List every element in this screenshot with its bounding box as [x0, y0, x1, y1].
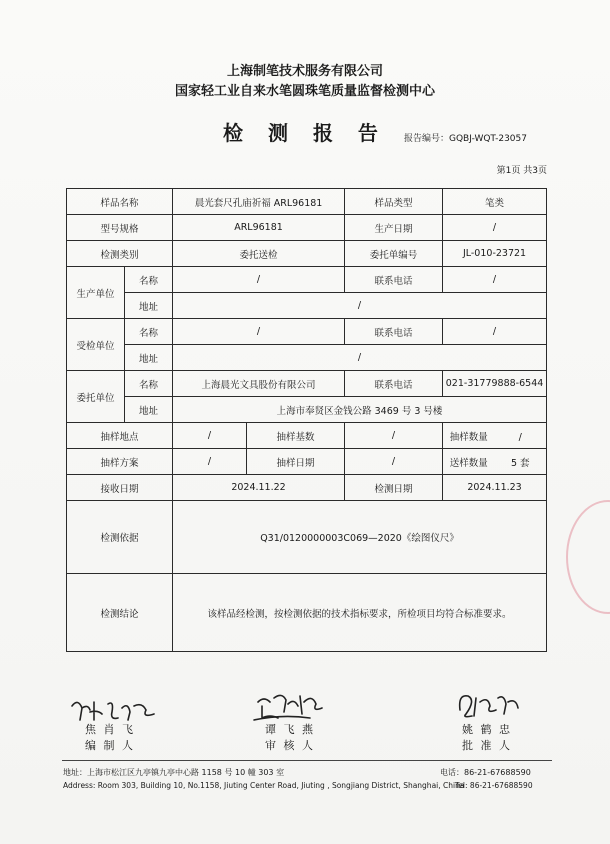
table-row	[67, 449, 547, 475]
sampling-plan-label: 抽样方案	[67, 449, 173, 475]
table-row	[67, 215, 547, 241]
approver-name: 姚 鹤 忠	[462, 723, 512, 736]
client-phone-label: 联系电话	[345, 371, 443, 397]
reviewer-name: 谭 飞 燕	[265, 723, 315, 736]
compiler-block	[60, 722, 160, 754]
sent-qty-value: 5 套	[510, 457, 530, 469]
producer-address-value: /	[173, 293, 547, 319]
test-date-label: 检测日期	[345, 475, 443, 501]
footer-address-cn: 地址：上海市松江区九亭镇九亭中心路 1158 号 10 幢 303 室	[63, 768, 285, 777]
sample-type-value: 笔类	[443, 189, 547, 215]
model-value: ARL96181	[173, 215, 345, 241]
footer-phone-cn: 电话：86-21-67688590	[440, 768, 531, 777]
report-table	[66, 188, 547, 652]
client-phone-value: 021-31779888-6544	[443, 371, 547, 397]
table-row	[67, 241, 547, 267]
approver-signature-icon	[452, 688, 524, 722]
inspected-address-value: /	[173, 345, 547, 371]
client-address-label: 地址	[125, 397, 173, 423]
report-title: 检 测 报 告	[223, 121, 387, 145]
footer-address-en: Address: Room 303, Building 10, No.1158, Jiuting Center Road, Jiuting , Songjiang District, Shanghai, China	[63, 781, 465, 790]
page-info: 第1页 共3页	[496, 166, 547, 176]
table-row	[67, 423, 547, 449]
sent-qty-label: 送样数量	[449, 457, 488, 469]
sent-qty-cell	[443, 449, 547, 475]
inspected-phone-label: 联系电话	[345, 319, 443, 345]
producer-address-label: 地址	[125, 293, 173, 319]
conclusion-value: 该样品经检测，按检测依据的技术指标要求，所检项目均符合标准要求。	[173, 574, 547, 652]
client-name-label: 名称	[125, 371, 173, 397]
sampling-place-value: /	[173, 423, 247, 449]
compiler-role: 编 制 人	[85, 739, 135, 752]
inspected-name-label: 名称	[125, 319, 173, 345]
receive-date-value: 2024.11.22	[173, 475, 345, 501]
sample-name-label: 样品名称	[67, 189, 173, 215]
table-row	[67, 475, 547, 501]
sampling-qty-value: /	[518, 431, 522, 443]
sampling-base-value: /	[345, 423, 443, 449]
seal-stamp-icon	[566, 500, 610, 614]
report-number: 报告编号：GQBJ-WQT-23057	[404, 134, 527, 144]
sample-type-label: 样品类型	[345, 189, 443, 215]
client-address-value: 上海市奉贤区金钱公路 3469 号 3 号楼	[173, 397, 547, 423]
sampling-plan-value: /	[173, 449, 247, 475]
sampling-qty-label: 抽样数量	[449, 431, 488, 443]
sampling-qty-cell	[443, 423, 547, 449]
table-row	[67, 574, 547, 652]
company-name: 上海制笔技术服务有限公司	[226, 64, 383, 79]
client-name-value: 上海晨光文具股份有限公司	[173, 371, 345, 397]
production-date-value: /	[443, 215, 547, 241]
order-number-value: JL-010-23721	[443, 241, 547, 267]
sampling-date-value: /	[345, 449, 443, 475]
sampling-place-label: 抽样地点	[67, 423, 173, 449]
footer-phone-en: Tel: 86-21-67688590	[455, 781, 533, 790]
testing-center-name: 国家轻工业自来水笔圆珠笔质量监督检测中心	[174, 84, 435, 99]
footer-divider	[62, 760, 552, 761]
inspected-address-label: 地址	[125, 345, 173, 371]
producer-name-label: 名称	[125, 267, 173, 293]
approver-role: 批 准 人	[462, 739, 512, 752]
producer-phone-label: 联系电话	[345, 267, 443, 293]
test-date-value: 2024.11.23	[443, 475, 547, 501]
client-unit-label: 委托单位	[67, 371, 125, 423]
table-row	[67, 397, 547, 423]
inspected-phone-value: /	[443, 319, 547, 345]
model-label: 型号规格	[67, 215, 173, 241]
table-row	[67, 267, 547, 293]
table-row	[67, 345, 547, 371]
sampling-date-label: 抽样日期	[247, 449, 345, 475]
inspected-name-value: /	[173, 319, 345, 345]
reviewer-block	[240, 722, 340, 754]
producer-phone-value: /	[443, 267, 547, 293]
table-row	[67, 371, 547, 397]
test-type-value: 委托送检	[173, 241, 345, 267]
table-row	[67, 293, 547, 319]
reviewer-signature-icon	[252, 688, 328, 724]
sample-name-value: 晨光套尺孔庙祈福 ARL96181	[173, 189, 345, 215]
production-date-label: 生产日期	[345, 215, 443, 241]
producer-name-value: /	[173, 267, 345, 293]
table-row	[67, 501, 547, 574]
table-row	[67, 319, 547, 345]
approver-block	[437, 722, 537, 754]
table-row	[67, 189, 547, 215]
test-basis-label: 检测依据	[67, 501, 173, 574]
sampling-base-label: 抽样基数	[247, 423, 345, 449]
compiler-name: 焦 肖 飞	[85, 723, 135, 736]
reviewer-role: 审 核 人	[265, 739, 315, 752]
conclusion-label: 检测结论	[67, 574, 173, 652]
test-basis-value: Q31/0120000003C069—2020《绘图仪尺》	[173, 501, 547, 574]
receive-date-label: 接收日期	[67, 475, 173, 501]
test-type-label: 检测类别	[67, 241, 173, 267]
inspected-unit-label: 受检单位	[67, 319, 125, 371]
order-number-label: 委托单编号	[345, 241, 443, 267]
producer-label: 生产单位	[67, 267, 125, 319]
